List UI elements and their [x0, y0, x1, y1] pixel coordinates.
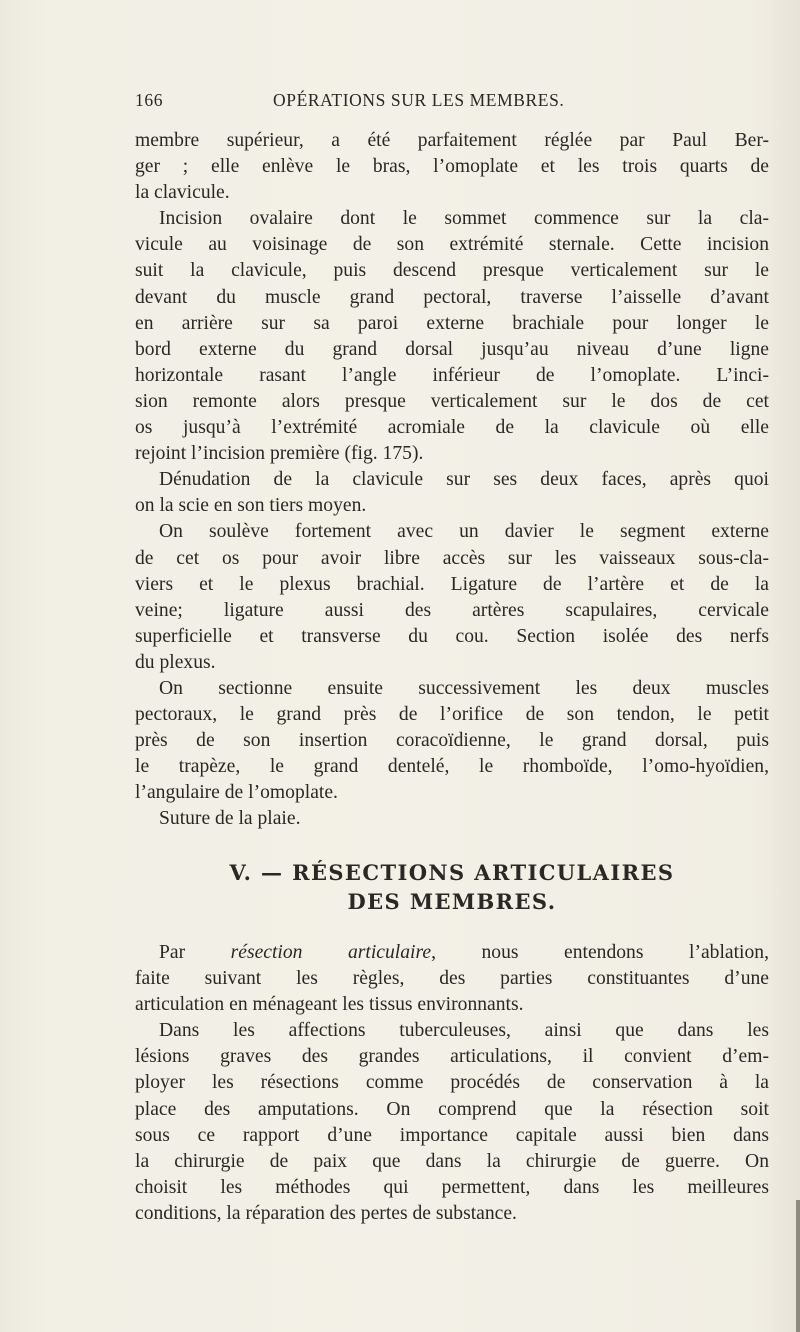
- text-line: vicule au voisinage de son extrémité sternale. Cette incision: [135, 234, 769, 256]
- text-line: os jusqu’à l’extrémité acromiale de la clavicule où elle: [135, 417, 769, 439]
- italic-term: résection articulaire: [230, 942, 432, 963]
- text-line: faite suivant les règles, des parties constituantes d’une: [135, 968, 769, 990]
- text-line: Dénudation de la clavicule sur ses deux faces, après quoi: [159, 469, 769, 491]
- page-number: 166: [135, 90, 164, 110]
- text-line: veine; ligature aussi des artères scapulaires, cervicale: [135, 599, 769, 621]
- text-line: près de son insertion coracoïdienne, le grand dorsal, puis: [135, 730, 769, 752]
- section-heading-line: V. — RÉSECTIONS ARTICULAIRES: [229, 860, 675, 885]
- page-edge-shadow: [796, 1200, 800, 1332]
- text-line: bord externe du grand dorsal jusqu’au niveau d’une ligne: [135, 338, 769, 360]
- text-line: choisit les méthodes qui permettent, dans les meilleures: [135, 1176, 769, 1198]
- text-line: l’angulaire de l’omoplate.: [135, 782, 338, 804]
- text-block-amputation: [135, 128, 769, 833]
- text-line: horizontale rasant l’angle inférieur de l’omoplate. L’inci-: [135, 364, 769, 386]
- section-heading-line: DES MEMBRES.: [347, 889, 557, 914]
- text-line: la chirurgie de paix que dans la chirurgie de guerre. On: [135, 1150, 769, 1172]
- text-line: lésions graves des grandes articulations, il convient d’em-: [135, 1046, 769, 1068]
- text-line: Suture de la plaie.: [159, 808, 301, 830]
- text-line: ger ; elle enlève le bras, l’omoplate et les trois quarts de: [135, 156, 769, 178]
- text-line: superficielle et transverse du cou. Section isolée des nerfs: [135, 625, 769, 647]
- text-line: en arrière sur sa paroi externe brachiale pour longer le: [135, 312, 769, 334]
- text-line: rejoint l’incision première (fig. 175).: [135, 443, 424, 465]
- text-line: articulation en ménageant les tissus environnants.: [135, 994, 524, 1016]
- text-line: viers et le plexus brachial. Ligature de l’artère et de la: [135, 573, 769, 595]
- text-line: de cet os pour avoir libre accès sur les vaisseaux sous-cla-: [135, 547, 769, 569]
- text-fragment: , nous entendons l’ablation,: [431, 942, 769, 963]
- text-line: ployer les résections comme procédés de conservation à la: [135, 1072, 769, 1094]
- text-line: Dans les affections tuberculeuses, ainsi que dans les: [159, 1020, 769, 1042]
- section-heading: [135, 858, 769, 916]
- text-line: pectoraux, le grand près de l’orifice de son tendon, le petit: [135, 704, 769, 726]
- text-line: Incision ovalaire dont le sommet commence sur la cla-: [159, 208, 769, 230]
- text-line: [135, 940, 769, 966]
- text-line: conditions, la réparation des pertes de substance.: [135, 1202, 517, 1224]
- text-line: le trapèze, le grand dentelé, le rhomboïde, l’omo-hyoïdien,: [135, 756, 769, 778]
- text-fragment: Par: [159, 942, 231, 963]
- page-header: [135, 90, 769, 118]
- text-line: devant du muscle grand pectoral, traverse l’aisselle d’avant: [135, 286, 769, 308]
- text-line: On sectionne ensuite successivement les deux muscles: [159, 677, 769, 699]
- text-line: du plexus.: [135, 651, 216, 673]
- text-line: On soulève fortement avec un davier le segment externe: [159, 521, 769, 543]
- text-line: on la scie en son tiers moyen.: [135, 495, 367, 517]
- text-line: sous ce rapport d’une importance capitale aussi bien dans: [135, 1124, 769, 1146]
- text-line: suit la clavicule, puis descend presque verticalement sur le: [135, 260, 769, 282]
- running-title: OPÉRATIONS SUR LES MEMBRES.: [273, 90, 565, 110]
- text-line: membre supérieur, a été parfaitement réglée par Paul Ber-: [135, 130, 769, 151]
- text-line: sion remonte alors presque verticalement sur le dos de cet: [135, 390, 769, 412]
- text-line: place des amputations. On comprend que la résection soit: [135, 1098, 769, 1120]
- text-line: la clavicule.: [135, 182, 230, 204]
- text-block-resections: [135, 940, 769, 1227]
